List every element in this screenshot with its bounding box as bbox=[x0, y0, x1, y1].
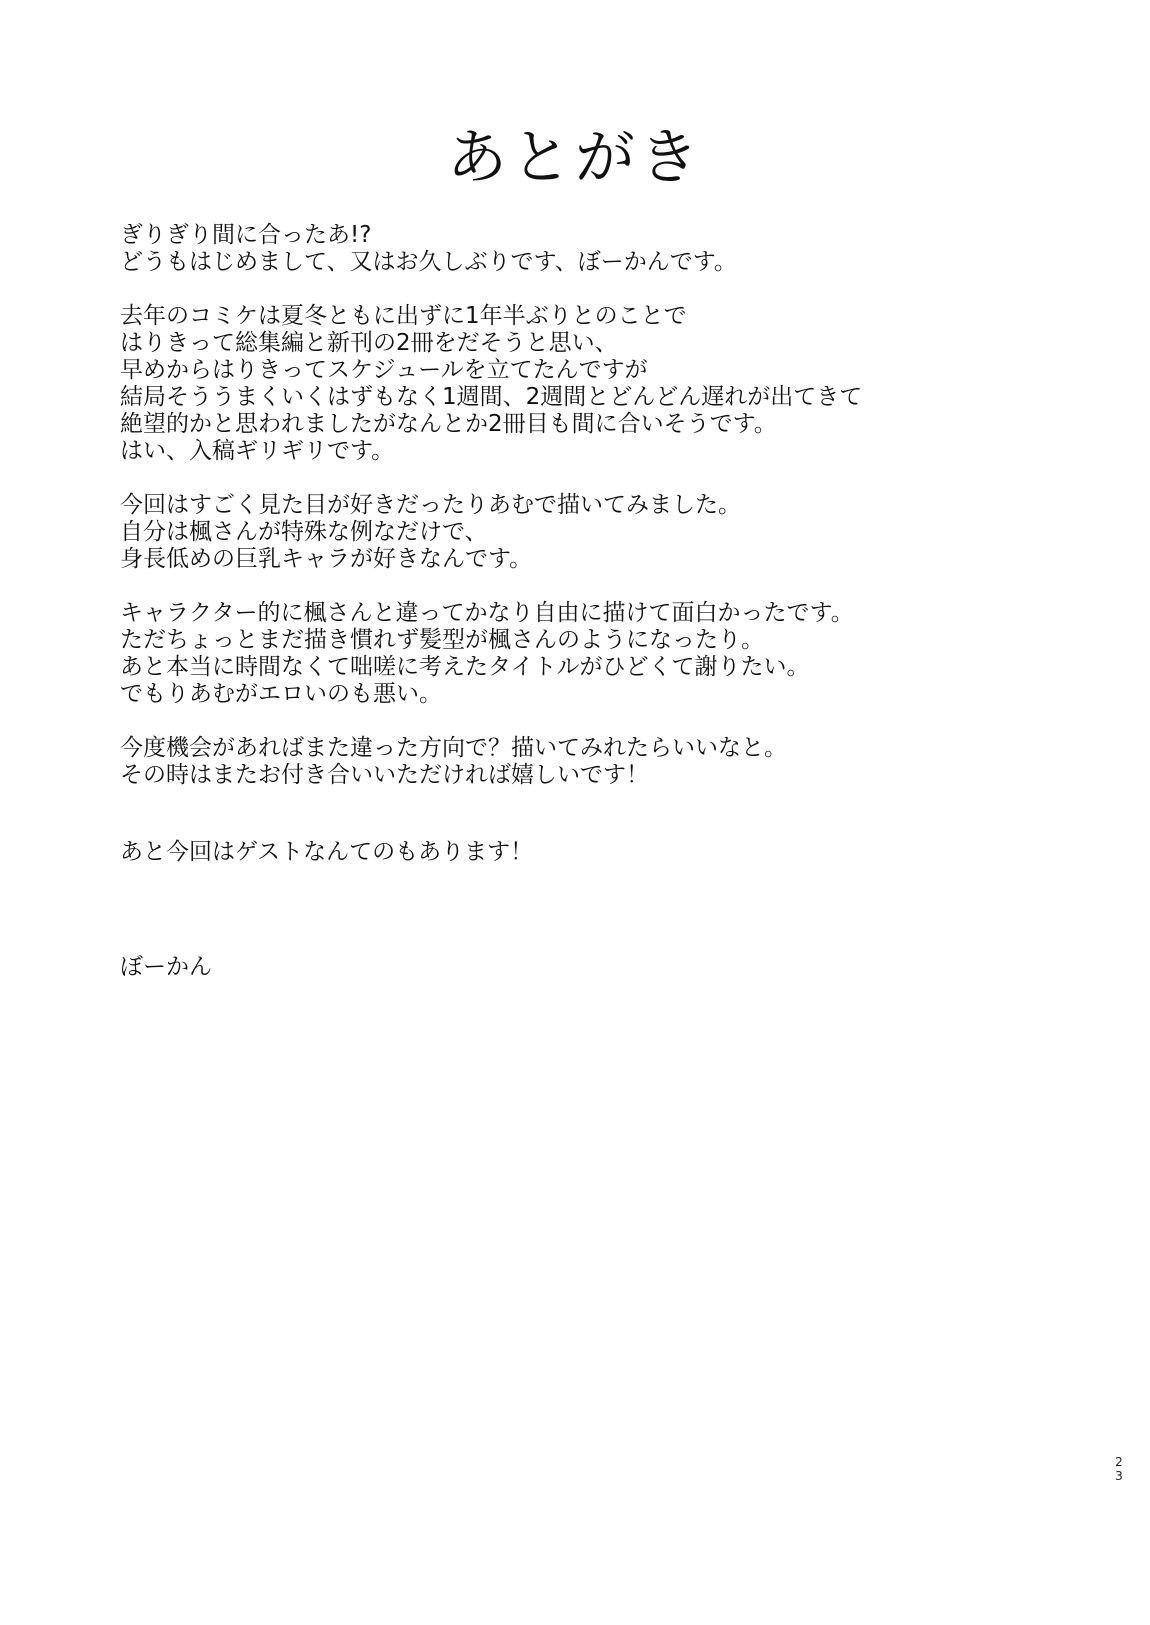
text-line: 身長低めの巨乳キャラが好きなんです。 bbox=[120, 546, 533, 572]
text-line: はりきって総集編と新刊の2冊をだそうと思い、 bbox=[120, 330, 618, 356]
text-line: 今度機会があればまた違った方向で？描いてみれたらいいなと。 bbox=[120, 735, 787, 761]
text-line: どうもはじめまして、又はお久しぶりです、ぼーかんです。 bbox=[120, 249, 737, 275]
text-line: 今回はすごく見た目が好きだったりあむで描いてみました。 bbox=[120, 492, 741, 518]
paragraph-3 bbox=[120, 492, 1040, 573]
text-line: 早めからはりきってスケジュールを立てたんですが bbox=[120, 357, 648, 383]
page-number-digit: 3 bbox=[1115, 1469, 1123, 1483]
paragraph-5 bbox=[120, 735, 1040, 789]
paragraph-gap bbox=[120, 789, 1040, 839]
paragraph-gap bbox=[120, 465, 1040, 492]
text-line: あと今回はゲストなんてのもあります！ bbox=[120, 839, 534, 865]
text-line: ただちょっとまだ描き慣れず髪型が楓さんのようになったり。 bbox=[120, 627, 764, 653]
paragraph-4 bbox=[120, 600, 1040, 708]
text-line: でもりあむがエロいのも悪い。 bbox=[120, 681, 442, 707]
text-line: ぎりぎり間に合ったあ!? bbox=[120, 222, 372, 248]
text-line: はい、入稿ギリギリです。 bbox=[120, 438, 395, 464]
text-line: キャラクター的に楓さんと違ってかなり自由に描けて面白かったです。 bbox=[120, 600, 854, 626]
author-signature: ぼーかん bbox=[120, 954, 212, 980]
text-line: その時はまたお付き合いいただければ嬉しいです！ bbox=[120, 762, 649, 788]
text-line: 去年のコミケは夏冬ともに出ずに1年半ぶりとのことで bbox=[120, 303, 687, 329]
paragraph-gap bbox=[120, 573, 1040, 600]
paragraph-gap bbox=[120, 866, 1040, 954]
paragraph-6 bbox=[120, 839, 1040, 866]
text-line: 絶望的かと思われましたがなんとか2冊目も間に合いそうです。 bbox=[120, 411, 777, 437]
page-number-digit: 2 bbox=[1115, 1455, 1123, 1469]
paragraph-gap bbox=[120, 276, 1040, 303]
text-line: 自分は楓さんが特殊な例なだけで、 bbox=[120, 519, 488, 545]
paragraph-2 bbox=[120, 303, 1040, 465]
text-line: あと本当に時間なくて咄嗟に考えたタイトルがひどくて謝りたい。 bbox=[120, 654, 810, 680]
page-number bbox=[1114, 1455, 1124, 1483]
text-line: 結局そううまくいくはずもなく1週間、2週間とどんどん遅れが出てきて bbox=[120, 384, 863, 410]
page-title: あとがき bbox=[447, 123, 703, 193]
paragraph-1 bbox=[120, 222, 1040, 276]
afterword-body bbox=[120, 222, 1040, 981]
paragraph-gap bbox=[120, 708, 1040, 735]
